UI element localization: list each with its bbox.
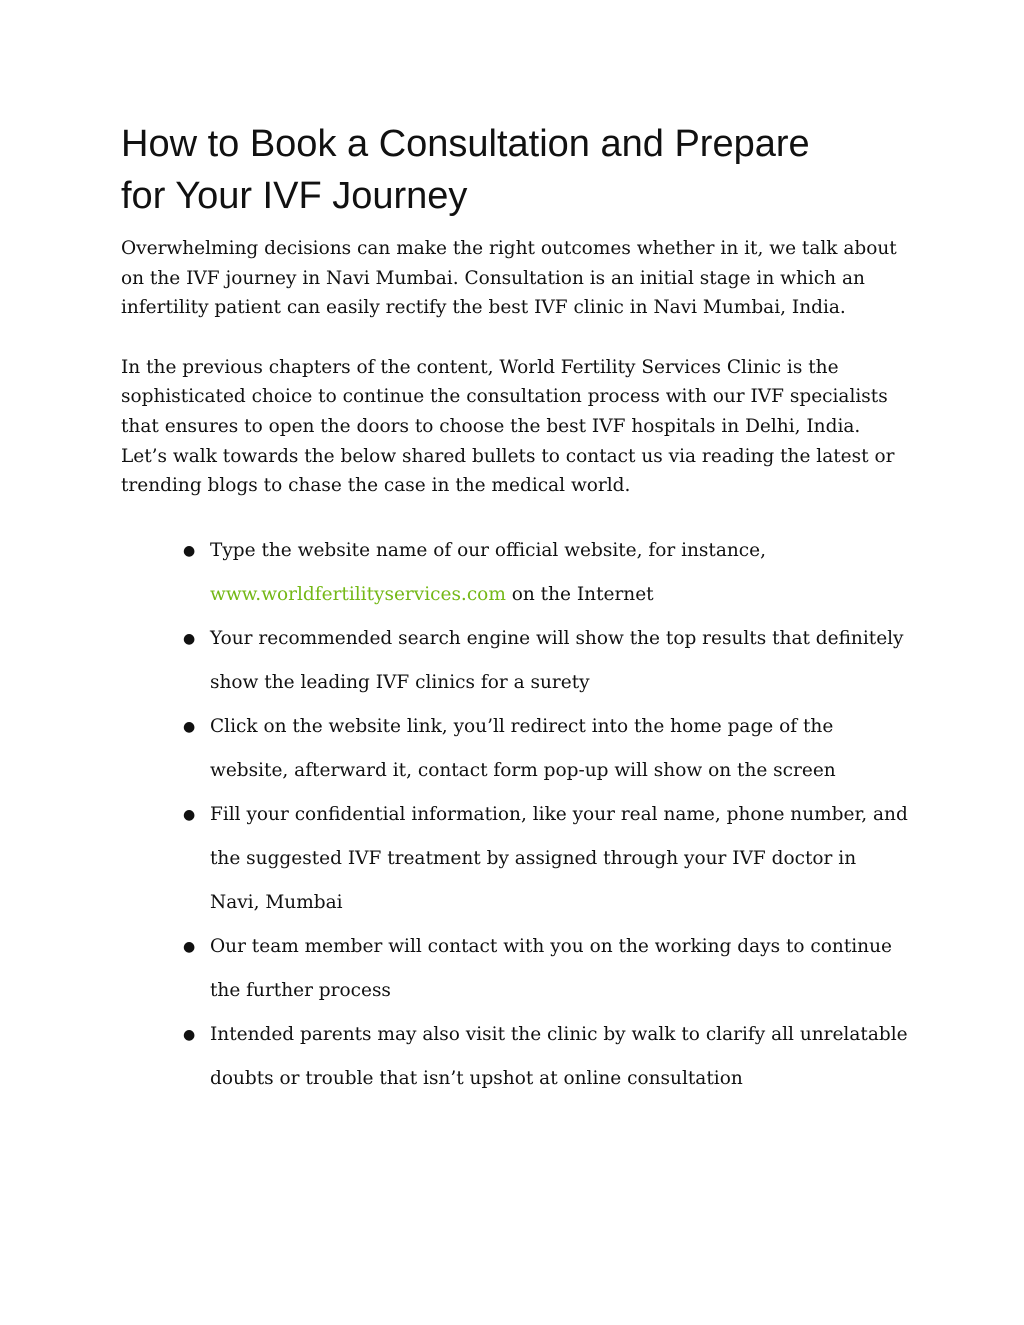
list-item-text: Click on the website link, you’ll redirect into the home page of the website, afterward it, contact form pop-up will show on the screen xyxy=(210,715,836,781)
bullet-icon: ● xyxy=(183,938,196,955)
list-item xyxy=(121,705,911,793)
list-item-text: Intended parents may also visit the clinic by walk to clarify all unrelatable doubts or trouble that isn’t upshot at online consultation xyxy=(210,1023,908,1089)
list-item xyxy=(121,793,911,925)
context-paragraph: In the previous chapters of the content, World Fertility Services Clinic is the sophisticated choice to continue the consultation process with our IVF specialists that ensures to open the doors to choose the best IVF hospitals in Delhi, India. Let’s walk towards the below shared bullets to contact us via reading the latest or trending blogs to chase the case in the medical world. xyxy=(121,356,895,497)
bullet-icon: ● xyxy=(183,718,196,735)
website-link[interactable]: www.worldfertilityservices.com xyxy=(210,583,506,605)
bullet-icon: ● xyxy=(183,542,196,559)
bullet-icon: ● xyxy=(183,630,196,647)
bullet-icon: ● xyxy=(183,1026,196,1043)
list-item xyxy=(121,1013,911,1101)
list-item-text: Type the website name of our official website, for instance, xyxy=(210,539,766,561)
list-item-text: Our team member will contact with you on the working days to continue the further process xyxy=(210,935,892,1001)
list-item-text: Fill your confidential information, like your real name, phone number, and the suggested IVF treatment by assigned through your IVF doctor in Navi, Mumbai xyxy=(210,803,908,913)
bullet-icon: ● xyxy=(183,806,196,823)
list-item-text: Your recommended search engine will show the top results that definitely show the leading IVF clinics for a surety xyxy=(210,627,904,693)
title-line-2: for Your IVF Journey xyxy=(121,175,468,217)
list-item-text-suffix: on the Internet xyxy=(505,583,654,605)
steps-list xyxy=(121,529,911,1101)
list-item xyxy=(121,529,911,617)
list-item xyxy=(121,925,911,1013)
document-page xyxy=(121,118,911,1101)
title-line-1: How to Book a Consultation and Prepare xyxy=(121,123,810,165)
intro-paragraph: Overwhelming decisions can make the right outcomes whether in it, we talk about on the IVF journey in Navi Mumbai. Consultation is an initial stage in which an infertility patient can easily rectify the best IVF clinic in Navi Mumbai, India. xyxy=(121,238,897,319)
list-item xyxy=(121,617,911,705)
page-title xyxy=(121,118,911,222)
